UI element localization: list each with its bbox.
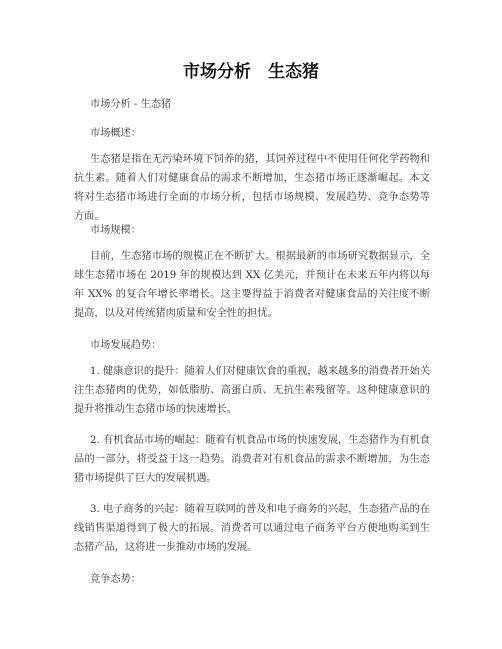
- paragraph-market-size: 目前，生态猪市场的规模正在不断扩大。根据最新的市场研究数据显示，全球生态猪市场在 2019 年的规模达到 XX 亿美元，并预计在未来五年内将以每年 XX% 的复合年增长率增长。这主要得益于消费者对健康食品的关注度不断提高，以及对传统猪肉质量和安全性的担忧。: [74, 251, 430, 319]
- heading-market-trends: 市场发展趋势：: [90, 340, 162, 351]
- list-item-trend-1: 1. 健康意识的提升：随着人们对健康饮食的重视，越来越多的消费者开始关注生态猪肉的优势，如低脂肪、高蛋白质、无抗生素残留等。这种健康意识的提升将推动生态猪市场的快速增长。: [74, 366, 430, 415]
- list-item-trend-2: 2. 有机食品市场的崛起：随着有机食品市场的快速发展，生态猪作为有机食品的一部分，将受益于这一趋势。消费者对有机食品的需求不断增加，为生态猪市场提供了巨大的发展机遇。: [74, 435, 430, 484]
- subtitle: 市场分析 - 生态猪: [90, 99, 172, 110]
- heading-competition: 竞争态势：: [90, 574, 141, 585]
- heading-market-overview: 市场概述：: [90, 128, 141, 139]
- heading-market-size: 市场规模：: [90, 225, 141, 236]
- paragraph-market-overview: 生态猪是指在无污染环境下饲养的猪，其饲养过程中不使用任何化学药物和抗生素。随着人们对健康食品的需求不断增加，生态猪市场正逐渐崛起。本文将对生态猪市场进行全面的市场分析，包括市场规模、发展趋势、竞争态势等方面。: [74, 154, 430, 222]
- page-title: 市场分析 生态猪: [183, 62, 319, 82]
- list-item-trend-3: 3. 电子商务的兴起：随着互联网的普及和电子商务的兴起，生态猪产品的在线销售渠道得到了极大的拓展。消费者可以通过电子商务平台方便地购买到生态猪产品，这将进一步推动市场的发展。: [74, 504, 430, 553]
